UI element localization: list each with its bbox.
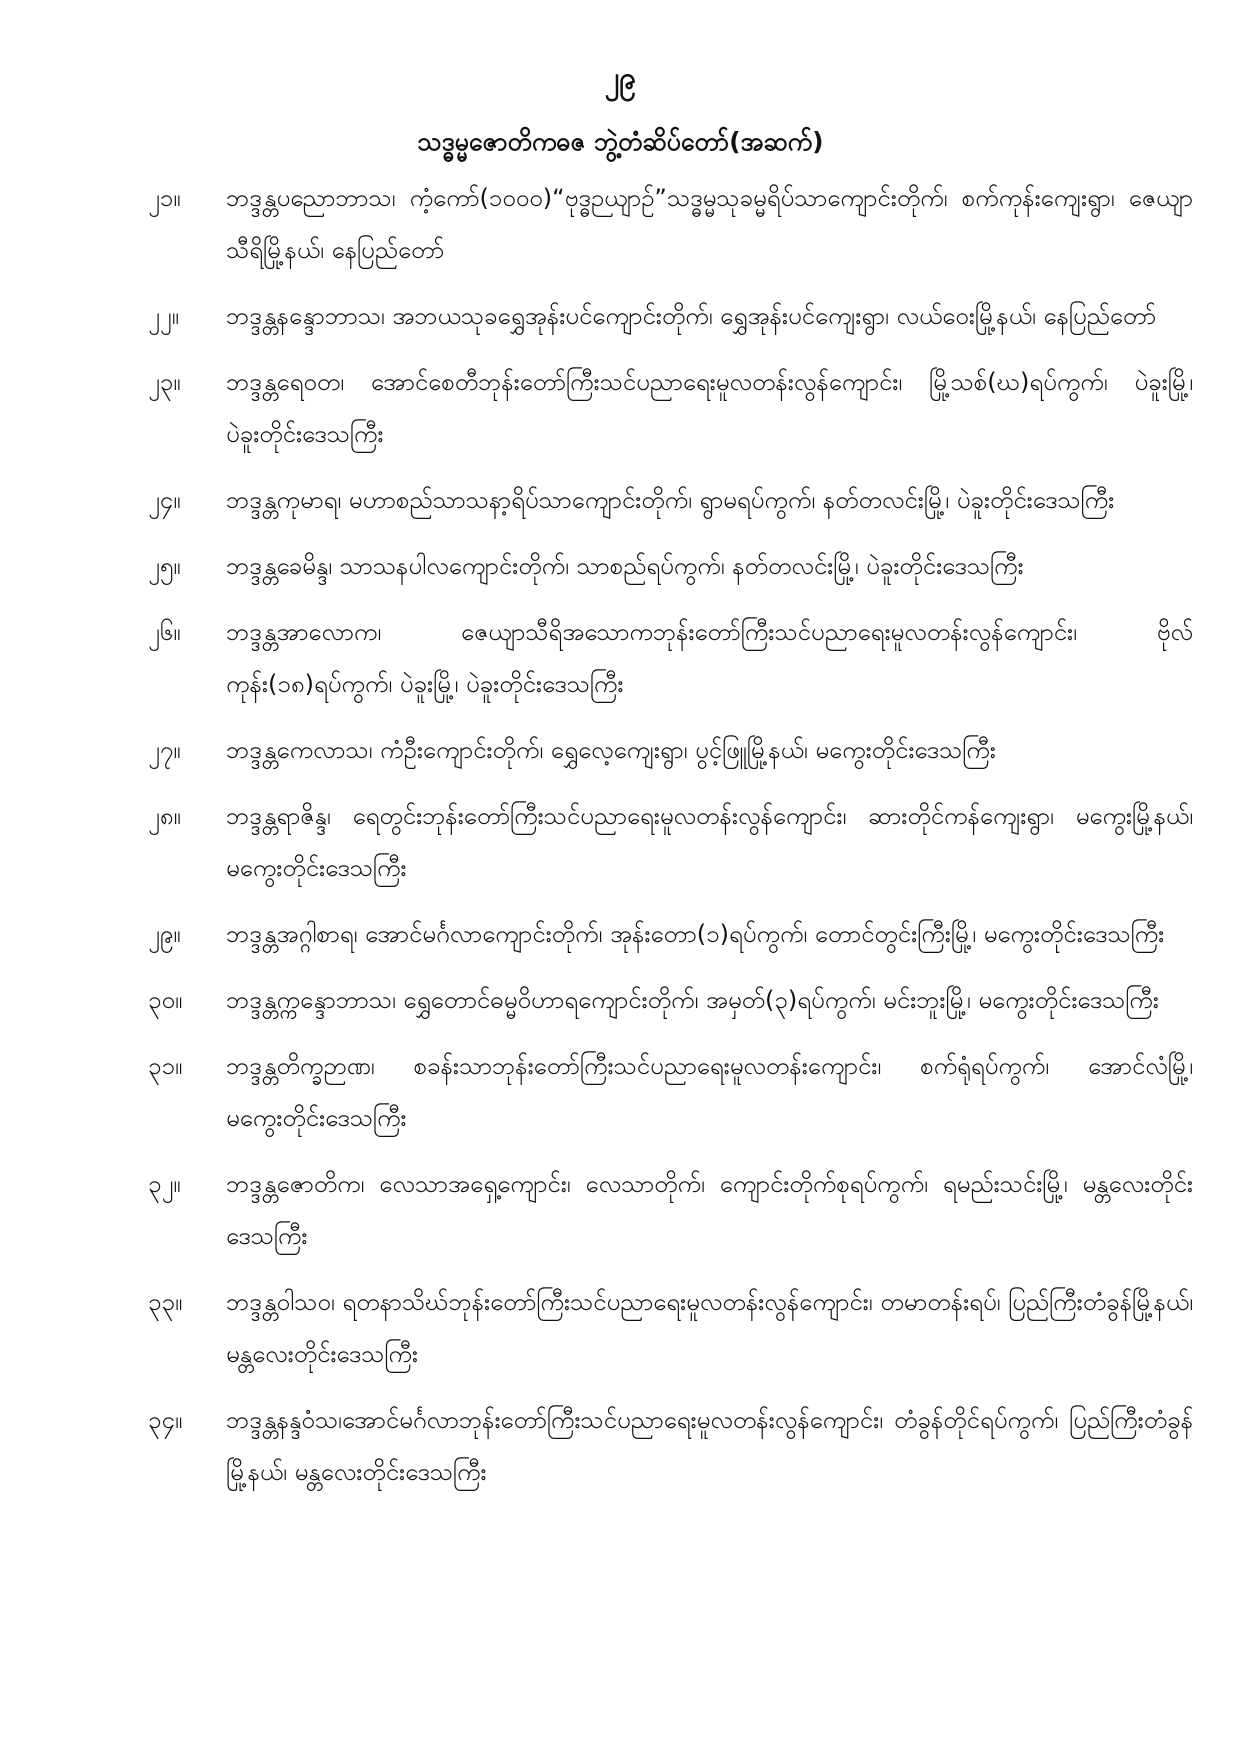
list-item xyxy=(148,1158,1193,1262)
list-item xyxy=(148,1276,1193,1380)
page-title: သဒ္ဓမ္မဇောတိကဓဇ ဘွဲ့တံဆိပ်တော်(အဆက်) xyxy=(417,127,824,156)
list-item xyxy=(148,908,1193,960)
list-item xyxy=(148,724,1193,776)
entry-text: ဘဒ္ဒန္တဇောတိက၊ လေသာအရှေ့ကျောင်း၊ လေသာတိုက်၊ ကျောင်းတိုက်စုရပ်ကွက်၊ ရမည်းသင်းမြို့၊ မန္တလေးတိုင်းဒေသကြီး xyxy=(226,1170,1193,1250)
entry-text: ဘဒ္ဒန္တက္ကန္ဒောဘာသ၊ ရွှေတောင်ဓမ္မဝိဟာရကျောင်းတိုက်၊ အမှတ်(၃)ရပ်ကွက်၊ မင်းဘူးမြို့၊ မကွေးတိုင်းဒေသကြီး xyxy=(226,986,1159,1014)
list-item xyxy=(148,540,1193,592)
entry-text: ဘဒ္ဒန္တရေဝတ၊ အောင်စေတီဘုန်းတော်ကြီးသင်ပညာရေးမူလတန်းလွန်ကျောင်း၊ မြို့သစ်(ဃ)ရပ်ကွက်၊ ပဲခူးမြို့၊ ပဲခူးတိုင်းဒေသကြီး xyxy=(226,368,1193,448)
entry-number: ၂၉။ xyxy=(148,920,181,948)
list-item xyxy=(148,290,1193,342)
entry-number: ၂၅။ xyxy=(148,552,181,580)
entry-text: ဘဒ္ဒန္တအဂ္ဂါစာရ၊ အောင်မင်္ဂလာကျောင်းတိုက်၊ အုန်းတော(၁)ရပ်ကွက်၊ တောင်တွင်းကြီးမြို့၊ မကွေးတိုင်းဒေသကြီး xyxy=(226,920,1165,948)
entry-text: ဘဒ္ဒန္တရာဇိန္ဒ၊ ရေတွင်းဘုန်းတော်ကြီးသင်ပညာရေးမူလတန်းလွန်ကျောင်း၊ ဆားတိုင်ကန်ကျေးရွာ၊ မကွေးမြို့နယ်၊ မကွေးတိုင်းဒေသကြီး xyxy=(226,802,1193,882)
entry-text: ဘဒ္ဒန္တကုမာရ၊ မဟာစည်သာသနာ့ရိပ်သာကျောင်းတိုက်၊ ရွာမရပ်ကွက်၊ နတ်တလင်းမြို့၊ ပဲခူးတိုင်းဒေသကြီး xyxy=(226,486,1115,514)
entry-number: ၂၆။ xyxy=(148,618,181,646)
page-number: ၂၉ xyxy=(604,61,637,96)
list-item xyxy=(148,974,1193,1026)
entry-text: ဘဒ္ဒန္တခေမိန္ဒ၊ သာသနပါလကျောင်းတိုက်၊ သာစည်ရပ်ကွက်၊ နတ်တလင်းမြို့၊ ပဲခူးတိုင်းဒေသကြီး xyxy=(226,552,1024,580)
entry-number: ၂၃။ xyxy=(148,368,181,396)
list-item xyxy=(148,474,1193,526)
list-item xyxy=(148,606,1193,710)
list-item xyxy=(148,1394,1193,1498)
entry-number: ၃၀။ xyxy=(148,986,183,1014)
entry-number: ၂၈။ xyxy=(148,802,181,830)
entry-number: ၂၂။ xyxy=(148,302,179,330)
entry-text: ဘဒ္ဒန္တကေလာသ၊ ကံဦးကျောင်းတိုက်၊ ရွှေလေ့ကျေးရွာ၊ ပွင့်ဖြူမြို့နယ်၊ မကွေးတိုင်းဒေသကြီး xyxy=(226,736,996,764)
list-item xyxy=(148,172,1193,276)
entry-number: ၂၇။ xyxy=(148,736,181,764)
entry-text: ဘဒ္ဒန္တပညောဘာသ၊ ကံ့ကော်(၁၀၀၀)“ဗုဒ္ဓဉယျာဉ်”သဒ္ဓမ္မသုခမ္မရိပ်သာကျောင်းတိုက်၊ စက်ကုန်းကျေးရွာ၊ ဇေယျာသီရိမြို့နယ်၊ နေပြည်တော် xyxy=(226,184,1193,264)
list-item xyxy=(148,1040,1193,1144)
list-item xyxy=(148,790,1193,894)
entry-text: ဘဒ္ဒန္တဝါသဝ၊ ရတနာသိဃ်ဘုန်းတော်ကြီးသင်ပညာရေးမူလတန်းလွန်ကျောင်း၊ တမာတန်းရပ်၊ ပြည်ကြီးတံခွန်မြို့နယ်၊ မန္တလေးတိုင်းဒေသကြီး xyxy=(226,1288,1193,1368)
entry-number: ၃၁။ xyxy=(148,1052,183,1080)
entry-text: ဘဒ္ဒန္တအာလောက၊ ဇေယျာသီရိအသောကဘုန်းတော်ကြီးသင်ပညာရေးမူလတန်းလွန်ကျောင်း၊ ဗိုလ်ကုန်း(၁၈)ရပ်ကွက်၊ ပဲခူးမြို့၊ ပဲခူးတိုင်းဒေသကြီး xyxy=(226,618,1193,698)
entry-text: ဘဒ္ဒန္တနန္ဒောဘာသ၊ အဘယသုခရွှေအုန်းပင်ကျောင်းတိုက်၊ ရွှေအုန်းပင်ကျေးရွာ၊ လယ်ဝေးမြို့နယ်၊ နေပြည်တော် xyxy=(226,302,1157,330)
entry-number: ၃၃။ xyxy=(148,1288,183,1316)
entry-number: ၃၂။ xyxy=(148,1170,181,1198)
entry-number: ၂၁။ xyxy=(148,184,181,212)
entry-text: ဘဒ္ဒန္တတိက္ခဉာဏ၊ စခန်းသာဘုန်းတော်ကြီးသင်ပညာရေးမူလတန်းကျောင်း၊ စက်ရုံရပ်ကွက်၊ အောင်လံမြို့၊ မကွေးတိုင်းဒေသကြီး xyxy=(226,1052,1193,1132)
list-item xyxy=(148,356,1193,460)
entry-number: ၃၄။ xyxy=(148,1406,183,1434)
entry-list xyxy=(148,172,1193,1512)
entry-text: ဘဒ္ဒန္တနန္ဒဝံသ၊အောင်မင်္ဂလာဘုန်းတော်ကြီးသင်ပညာရေးမူလတန်းလွန်ကျောင်း၊ တံခွန်တိုင်ရပ်ကွက်၊ ပြည်ကြီးတံခွန်မြို့နယ်၊ မန္တလေးတိုင်းဒေသကြီး xyxy=(226,1406,1193,1486)
entry-number: ၂၄။ xyxy=(148,486,181,514)
